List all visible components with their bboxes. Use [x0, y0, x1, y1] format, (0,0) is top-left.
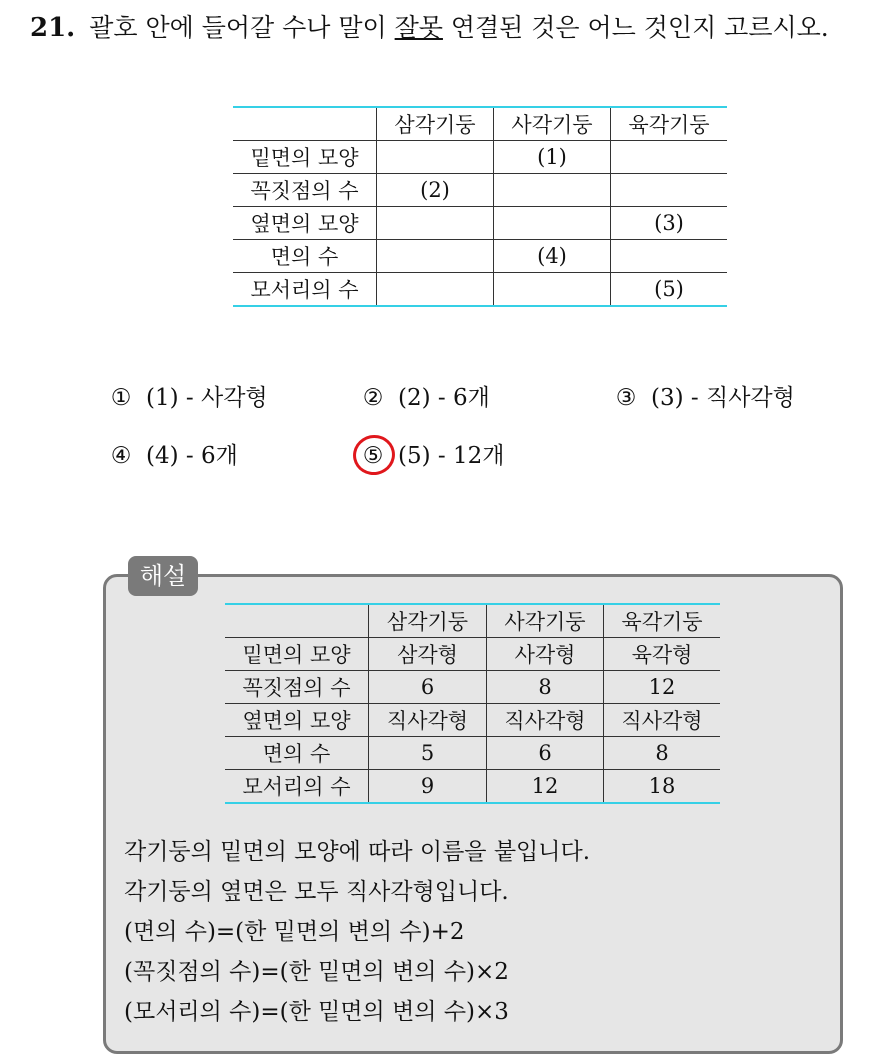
choice-marker: ④ [110, 443, 132, 469]
table-cell: 직사각형 [369, 704, 487, 737]
row-label: 밑면의 모양 [233, 141, 377, 174]
table-cell: 5 [369, 737, 487, 770]
table-cell [377, 207, 494, 240]
solution-text [124, 832, 590, 1032]
table-cell [377, 240, 494, 273]
table-cell [611, 141, 728, 174]
table-cell: 6 [487, 737, 604, 770]
choice-marker: ③ [615, 385, 637, 411]
table-cell: (3) [611, 207, 728, 240]
table-cell [611, 240, 728, 273]
solution-line: (꼭짓점의 수)=(한 밑면의 변의 수)×2 [124, 959, 509, 985]
solution-label: 해설 [128, 556, 198, 596]
table-cell [494, 207, 611, 240]
choice-2[interactable] [360, 382, 490, 414]
choice-text: (4) - 6개 [146, 443, 238, 469]
table-header-cell: 사각기둥 [494, 107, 611, 141]
table-header-cell: 삼각기둥 [369, 604, 487, 638]
row-label: 꼭짓점의 수 [225, 671, 369, 704]
choice-marker: ① [110, 385, 132, 411]
table-cell [611, 174, 728, 207]
choice-1[interactable] [108, 382, 268, 414]
table-cell: 8 [604, 737, 721, 770]
table-header-row [233, 107, 727, 141]
table-row [225, 704, 720, 737]
table-header-cell: 육각기둥 [604, 604, 721, 638]
table-cell: (2) [377, 174, 494, 207]
choice-4[interactable] [108, 440, 238, 472]
row-label: 옆면의 모양 [225, 704, 369, 737]
table-cell: 육각형 [604, 638, 721, 671]
choice-text: (1) - 사각형 [146, 385, 268, 411]
question-prompt-start: 괄호 안에 들어갈 수나 말이 [89, 13, 395, 42]
table-cell: (4) [494, 240, 611, 273]
question-number: 21. [30, 13, 76, 43]
question-table [233, 106, 727, 307]
table-cell: (1) [494, 141, 611, 174]
table-row [225, 638, 720, 671]
question-header [30, 10, 880, 46]
choice-3[interactable] [613, 382, 795, 414]
table-cell [233, 107, 377, 141]
solution-line: 각기둥의 밑면의 모양에 따라 이름을 붙입니다. [124, 839, 591, 865]
table-cell: 직사각형 [604, 704, 721, 737]
table-cell [377, 141, 494, 174]
choice-marker: ② [362, 385, 384, 411]
table-row [233, 240, 727, 273]
row-label: 면의 수 [233, 240, 377, 273]
row-label: 면의 수 [225, 737, 369, 770]
table-cell: 6 [369, 671, 487, 704]
table-header-cell: 삼각기둥 [377, 107, 494, 141]
choice-text: (2) - 6개 [398, 385, 490, 411]
question-prompt-end: 연결된 것은 어느 것인지 고르시오. [442, 13, 829, 42]
table-row [225, 671, 720, 704]
choice-text: (5) - 12개 [398, 443, 505, 469]
choice-text: (3) - 직사각형 [651, 385, 795, 411]
solution-line: 각기둥의 옆면은 모두 직사각형입니다. [124, 879, 509, 905]
table-row [233, 273, 727, 307]
row-label: 모서리의 수 [225, 770, 369, 804]
solution-table [225, 603, 720, 804]
choice-marker: ⑤ [362, 443, 384, 469]
question-prompt-underlined: 잘못 [394, 13, 443, 42]
table-cell [377, 273, 494, 307]
table-cell [225, 604, 369, 638]
solution-line: (면의 수)=(한 밑면의 변의 수)+2 [124, 919, 465, 945]
table-row [233, 174, 727, 207]
row-label: 꼭짓점의 수 [233, 174, 377, 207]
table-row [233, 207, 727, 240]
table-cell: 9 [369, 770, 487, 804]
table-cell: 사각형 [487, 638, 604, 671]
solution-line: (모서리의 수)=(한 밑면의 변의 수)×3 [124, 999, 509, 1025]
table-cell: (5) [611, 273, 728, 307]
row-label: 모서리의 수 [233, 273, 377, 307]
table-cell: 12 [604, 671, 721, 704]
table-cell: 12 [487, 770, 604, 804]
table-row [233, 141, 727, 174]
table-header-row [225, 604, 720, 638]
table-header-cell: 육각기둥 [611, 107, 728, 141]
table-cell: 8 [487, 671, 604, 704]
table-row [225, 737, 720, 770]
table-header-cell: 사각기둥 [487, 604, 604, 638]
table-cell [494, 174, 611, 207]
table-row [225, 770, 720, 804]
table-cell: 삼각형 [369, 638, 487, 671]
table-cell [494, 273, 611, 307]
table-cell: 18 [604, 770, 721, 804]
table-cell: 직사각형 [487, 704, 604, 737]
row-label: 옆면의 모양 [233, 207, 377, 240]
row-label: 밑면의 모양 [225, 638, 369, 671]
